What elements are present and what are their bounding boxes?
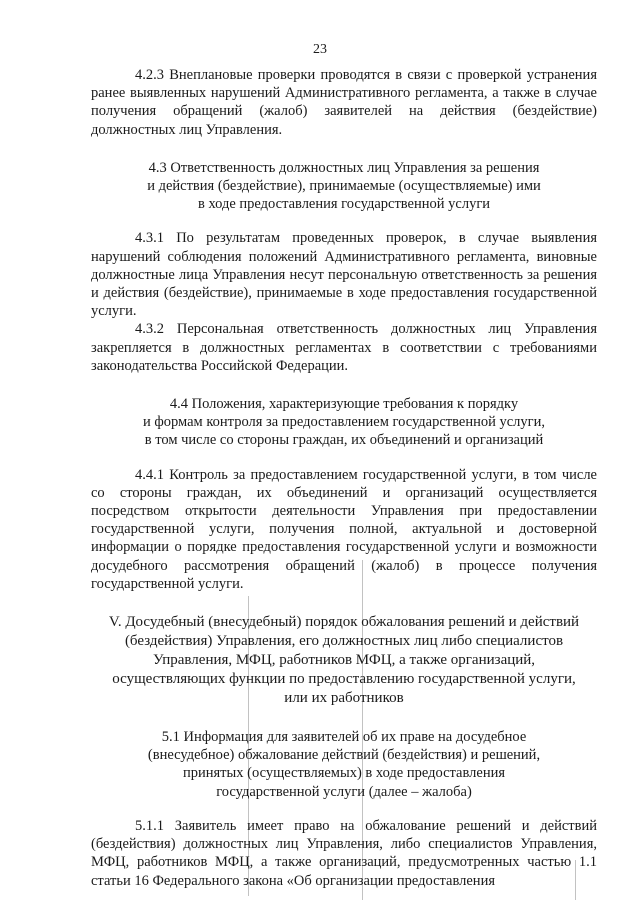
heading-line: и действия (бездействие), принимаемые (осуществляемые) ими xyxy=(147,178,541,195)
heading-line: осуществляющих функции по предоставлению государственной услуги, xyxy=(112,671,576,688)
paragraph-5-1-1: 5.1.1 Заявитель имеет право на обжалование решений и действий (бездействия) должностных лиц Управления, либо специалистов Управления, МФЦ, работников МФЦ, а также организаций, предусмотренных частью 1.1 статьи 16 Федерального закона «Об организации предоставления xyxy=(91,817,597,889)
section-heading-4-4 xyxy=(91,395,597,450)
paragraph-4-3-1: 4.3.1 По результатам проведенных проверок, в случае выявления нарушений соблюдения положений Административного регламента, виновные должностные лица Управления несут персональную ответственность за решения и действия (бездействие), принимаемые в ходе предоставления государственной услуги. xyxy=(91,230,597,320)
heading-line: (внесудебное) обжалование действий (бездействия) и решений, xyxy=(147,747,541,764)
chapter-heading-5 xyxy=(91,613,597,708)
heading-line: или их работников xyxy=(284,690,404,707)
heading-line: 4.3 Ответственность должностных лиц Управления за решения xyxy=(148,159,540,176)
paragraph-4-2-3: 4.2.3 Внеплановые проверки проводятся в связи с проверкой устранения ранее выявленных нарушений Административного регламента, а также в случае получения обращений (жалоб) заявителей на действия (бездействие) должностных лиц Управления. xyxy=(91,67,597,138)
heading-line: в том числе со стороны граждан, их объединений и организаций xyxy=(144,432,544,449)
heading-line: государственной услуги (далее – жалоба) xyxy=(216,783,472,800)
heading-line: 4.4 Положения, характеризующие требования к порядку xyxy=(169,396,519,413)
section-heading-5-1 xyxy=(91,728,597,801)
document-body xyxy=(91,66,597,890)
paragraph-4-4-1: 4.4.1 Контроль за предоставлением государственной услуги, в том числе со стороны граждан, их объединений и организаций осуществляется посредством открытости деятельности Управления при предоставлении государственной услуги, получения полной, актуальной и достоверной информации о порядке предоставления государственной услуги и возможности досудебного рассмотрения обращений (жалоб) в процессе получения государственной услуги. xyxy=(91,466,597,592)
paragraph-4-3-2: 4.3.2 Персональная ответственность должностных лиц Управления закрепляется в должностных регламентах в соответствии с требованиями законодательства Российской Федерации. xyxy=(91,321,597,374)
heading-line: в ходе предоставления государственной услуги xyxy=(197,196,491,213)
heading-line: (бездействия) Управления, его должностных лиц либо специалистов xyxy=(124,633,564,650)
page-number: 23 xyxy=(313,42,327,57)
section-heading-4-3 xyxy=(91,159,597,214)
heading-line: 5.1 Информация для заявителей об их праве на досудебное xyxy=(161,729,527,746)
heading-line: V. Досудебный (внесудебный) порядок обжалования решений и действий xyxy=(108,614,580,631)
heading-line: принятых (осуществляемых) в ходе предоставления xyxy=(182,765,506,782)
heading-line: Управления, МФЦ, работников МФЦ, а также организаций, xyxy=(152,652,536,669)
heading-line: и формам контроля за предоставлением государственной услуги, xyxy=(142,414,545,431)
